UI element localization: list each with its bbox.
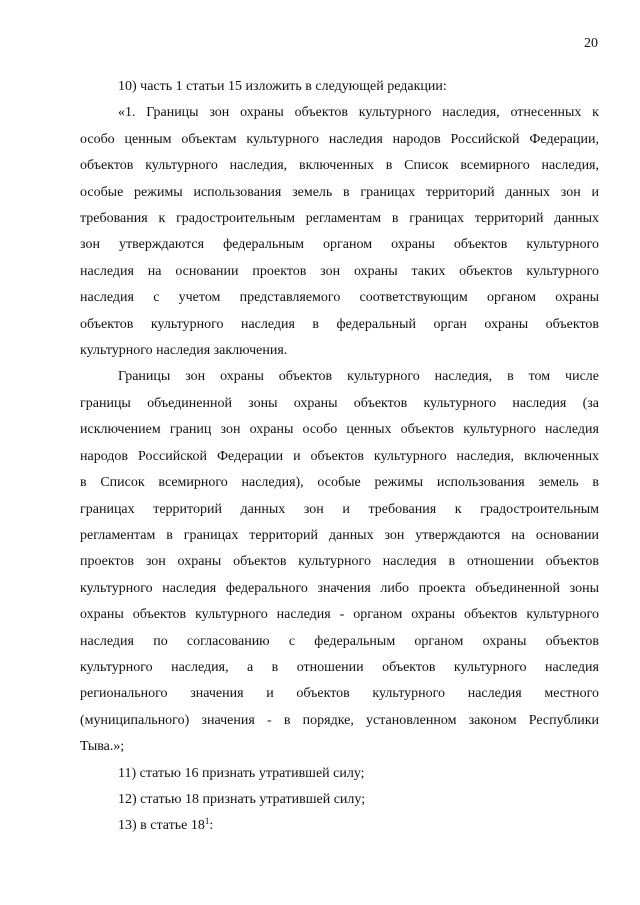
article-superscript: 1 xyxy=(204,816,210,827)
paragraph-2-line: Границы зон охраны объектов культурного наследия, в том числе xyxy=(118,369,599,385)
paragraph-2-line: исключением границ зон охраны особо ценных объектов культурного наследия xyxy=(80,422,599,438)
paragraph-1-line: объектов культурного наследия, включенных в Список всемирного наследия, xyxy=(80,158,599,174)
paragraph-2-line: (муниципального) значения - в порядке, установленном законом Республики xyxy=(80,712,599,728)
paragraph-1-line: наследия с учетом представляемого соответствующим органом охраны xyxy=(80,290,599,306)
paragraph-2-line: культурного наследия, а в отношении объектов культурного наследия xyxy=(80,659,599,675)
paragraph-2-line: народов Российской Федерации и объектов культурного наследия, включенных xyxy=(80,448,599,464)
paragraph-1-line: зон утверждаются федеральным органом охраны объектов культурного xyxy=(80,237,599,253)
paragraph-2-line: охраны объектов культурного наследия - органом охраны объектов культурного xyxy=(80,607,599,623)
paragraph-zone-boundaries xyxy=(80,364,599,760)
list-item-12: 12) статью 18 признать утратившей силу; xyxy=(118,791,366,807)
paragraph-1-line: наследия на основании проектов зон охраны таких объектов культурного xyxy=(80,263,599,279)
paragraph-2-line: Тыва.»; xyxy=(80,739,125,755)
list-item-11: 11) статью 16 признать утратившей силу; xyxy=(118,765,365,781)
page-number: 20 xyxy=(584,36,598,51)
paragraph-2-line: регионального значения и объектов культурного наследия местного xyxy=(80,686,599,702)
paragraph-2-line: границах территорий данных зон и требования к градостроительным xyxy=(80,501,599,517)
paragraph-2-line: регламентам в границах территорий данных зон утверждаются на основании xyxy=(80,527,599,543)
paragraph-1-line: особые режимы использования земель в границах территорий данных зон и xyxy=(80,184,599,200)
paragraph-2-line: культурного наследия федерального значения либо проекта объединенной зоны xyxy=(80,580,599,596)
list-item-13-suffix: : xyxy=(209,818,214,834)
paragraph-2-line: в Список всемирного наследия), особые режимы использования земель в xyxy=(80,475,599,491)
paragraph-1-line: объектов культурного наследия в федеральный орган охраны объектов xyxy=(80,316,599,332)
paragraph-1-line: культурного наследия заключения. xyxy=(80,343,288,359)
paragraph-2-line: проектов зон охраны объектов культурного наследия в отношении объектов xyxy=(80,554,599,570)
list-item-13-text: 13) в статье 18 xyxy=(118,818,205,834)
paragraph-1-line: «1. Границы зон охраны объектов культурного наследия, отнесенных к xyxy=(118,105,599,121)
paragraph-2-line: границы объединенной зоны охраны объектов культурного наследия (за xyxy=(80,395,599,411)
paragraph-quoted-amendment xyxy=(80,100,599,364)
list-item-13 xyxy=(80,813,599,839)
document-body xyxy=(80,74,599,840)
paragraph-2-line: наследия по согласованию с федеральным органом охраны объектов xyxy=(80,633,599,649)
list-item-10: 10) часть 1 статьи 15 изложить в следующей редакции: xyxy=(118,79,447,94)
paragraph-1-line: особо ценным объектам культурного наследия народов Российской Федерации, xyxy=(80,131,599,147)
paragraph-1-line: требования к градостроительным регламентам в границах территорий данных xyxy=(80,211,599,227)
